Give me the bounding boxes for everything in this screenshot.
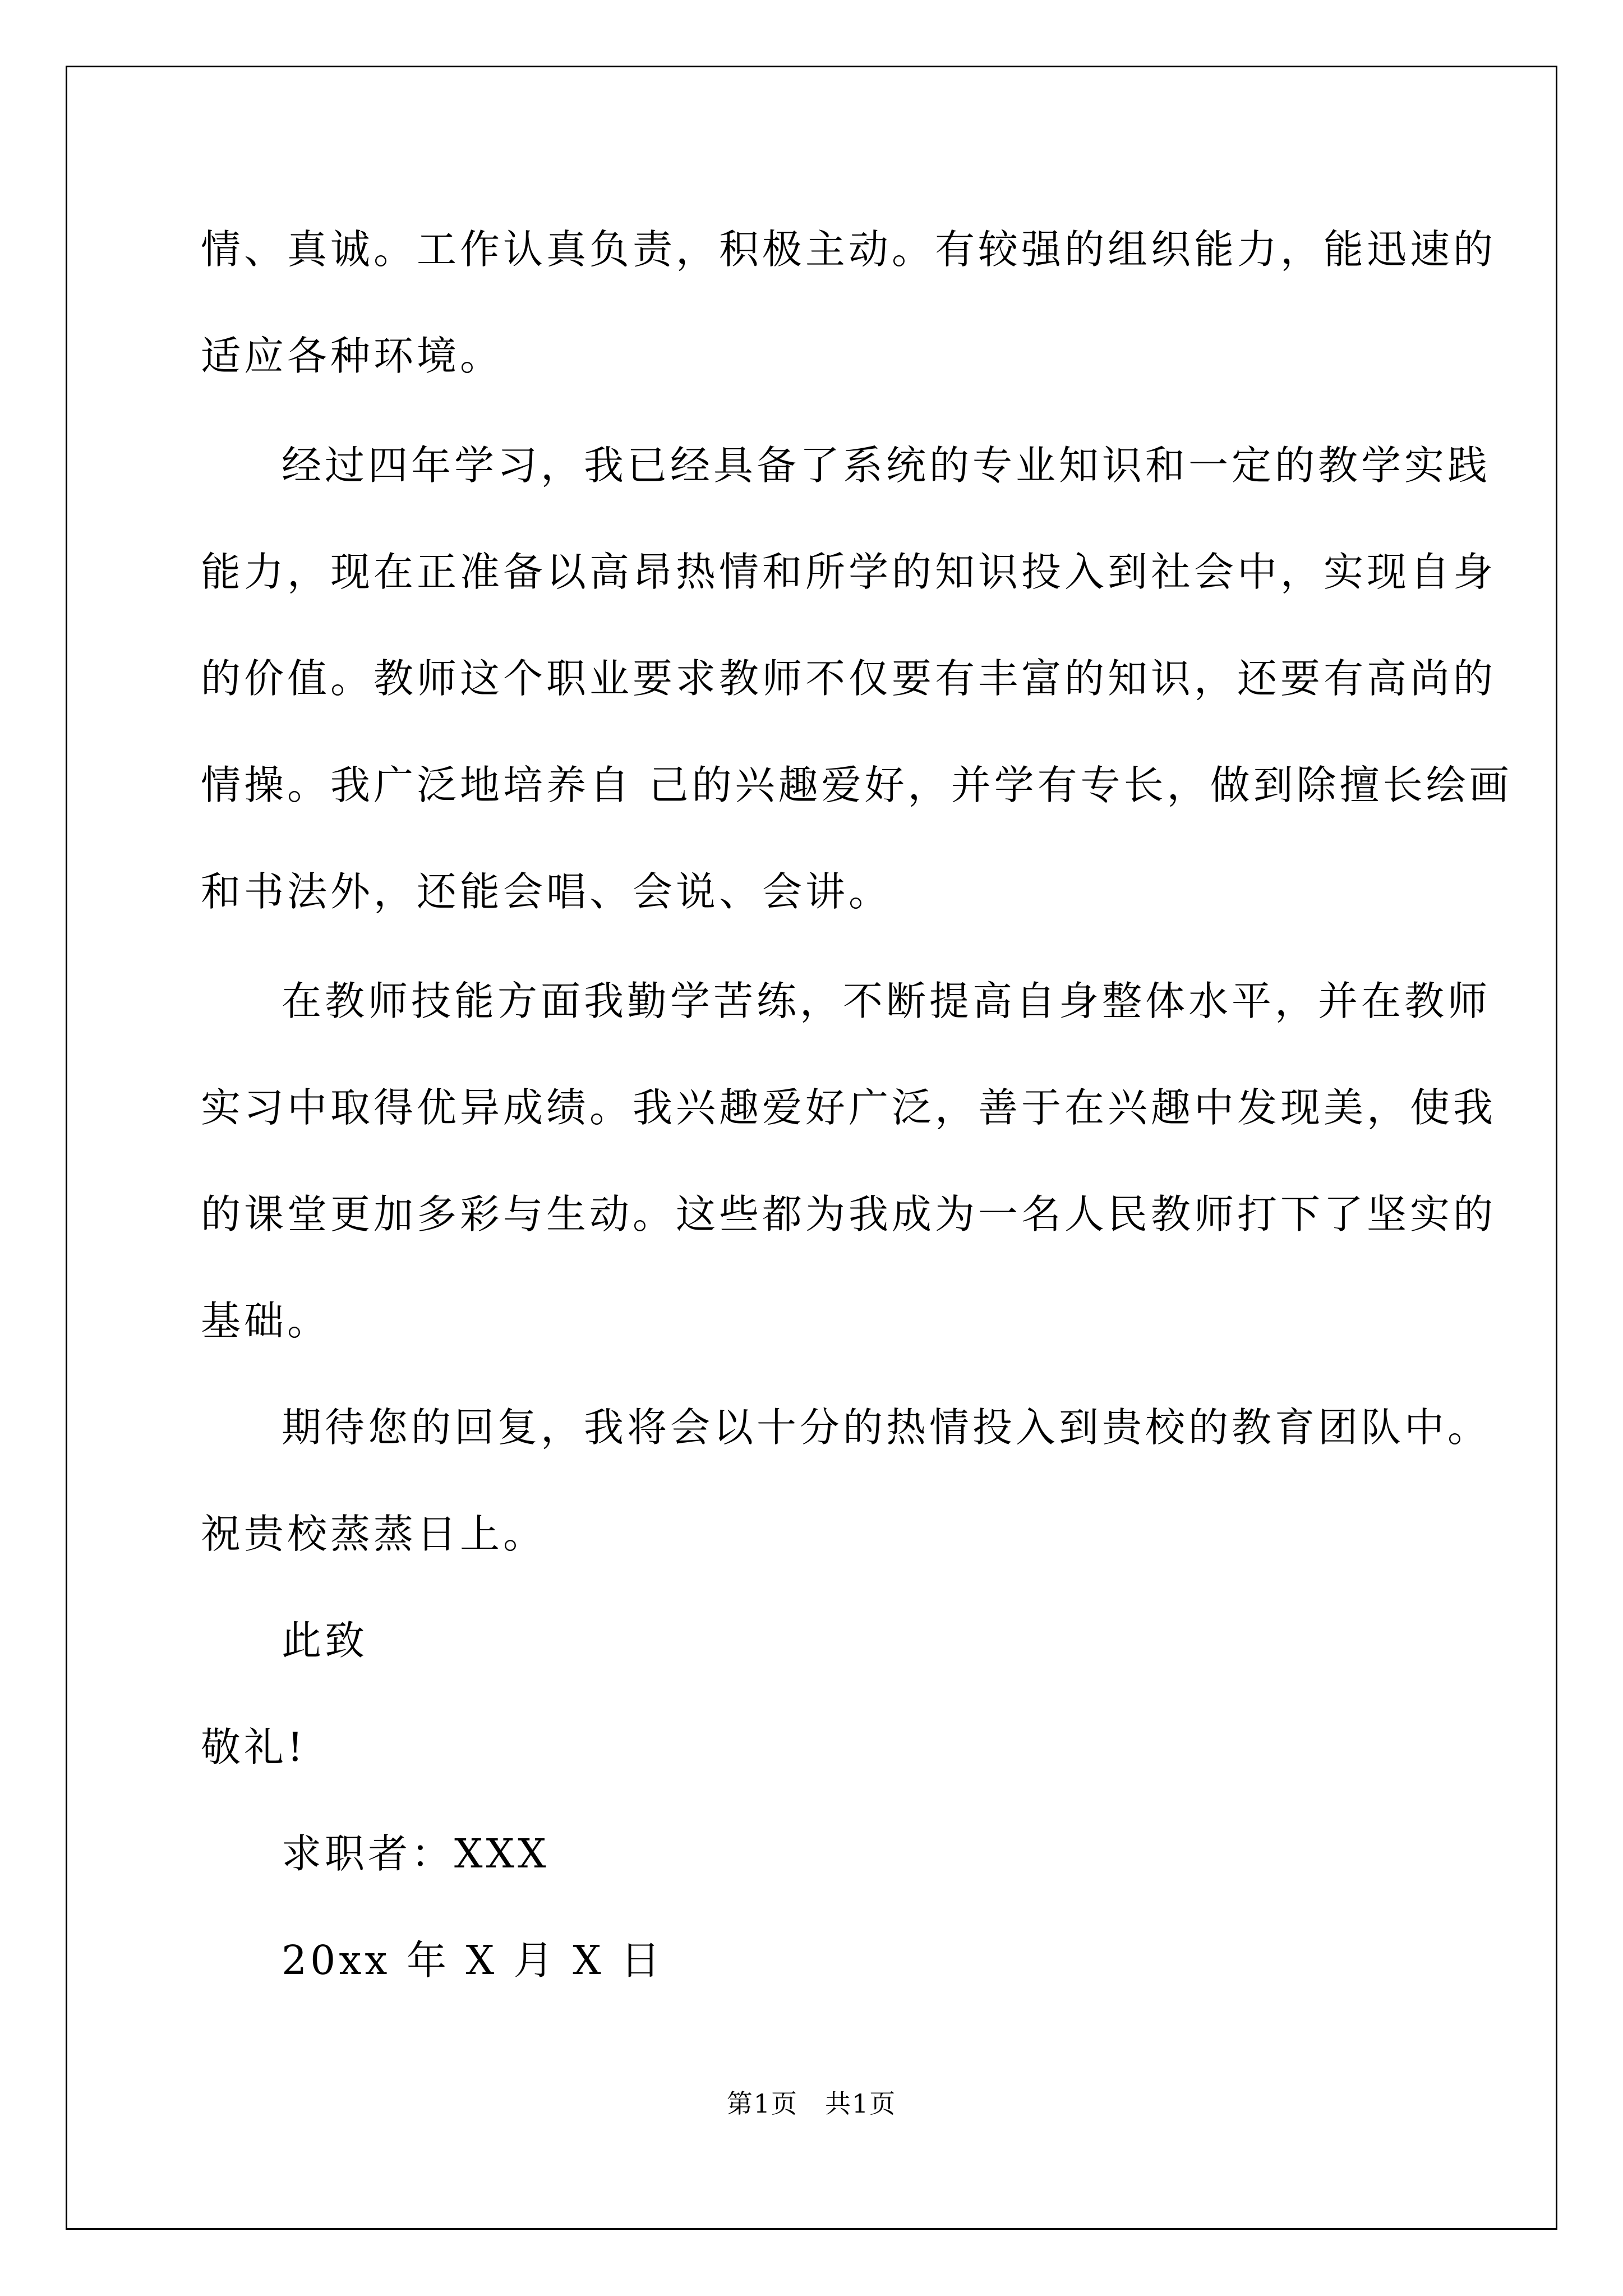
- paragraph-3-line-1: 在教师技能方面我勤学苦练，不断提高自身整体水平，并在教师: [282, 978, 1491, 1024]
- paragraph-1-line-1: 情、真诚。工作认真负责，积极主动。有较强的组织能力，能迅速的: [201, 226, 1497, 273]
- closing-text: 此致: [282, 1617, 368, 1664]
- paragraph-3-line-3: 的课堂更加多彩与生动。这些都为我成为一名人民教师打下了坚实的: [201, 1191, 1497, 1237]
- paragraph-2-line-5: 和书法外，还能会唱、会说、会讲。: [201, 868, 892, 915]
- signature-text: 求职者：XXX: [282, 1830, 550, 1877]
- paragraph-2-line-3: 的价值。教师这个职业要求教师不仅要有丰富的知识，还要有高尚的: [201, 655, 1497, 702]
- paragraph-3-line-4: 基础。: [201, 1297, 331, 1344]
- date-text: 20xx 年 X 月 X 日: [282, 1937, 664, 1984]
- paragraph-2-line-4: 情操。我广泛地培养自 己的兴趣爱好，并学有专长，做到除擅长绘画: [201, 762, 1513, 808]
- page-border: [66, 66, 1557, 2230]
- salute-text: 敬礼!: [201, 1724, 307, 1770]
- paragraph-1-line-2: 适应各种环境。: [201, 333, 504, 379]
- paragraph-2-line-2: 能力，现在正准备以高昂热情和所学的知识投入到社会中，实现自身: [201, 549, 1497, 595]
- paragraph-3-line-2: 实习中取得优异成绩。我兴趣爱好广泛，善于在兴趣中发现美，使我: [201, 1084, 1497, 1131]
- paragraph-4-line-2: 祝贵校蒸蒸日上。: [201, 1511, 547, 1557]
- page-number: 第1页 共1页: [726, 2088, 897, 2119]
- paragraph-4-line-1: 期待您的回复，我将会以十分的热情投入到贵校的教育团队中。: [282, 1404, 1491, 1451]
- paragraph-2-line-1: 经过四年学习，我已经具备了系统的专业知识和一定的教学实践: [282, 442, 1491, 489]
